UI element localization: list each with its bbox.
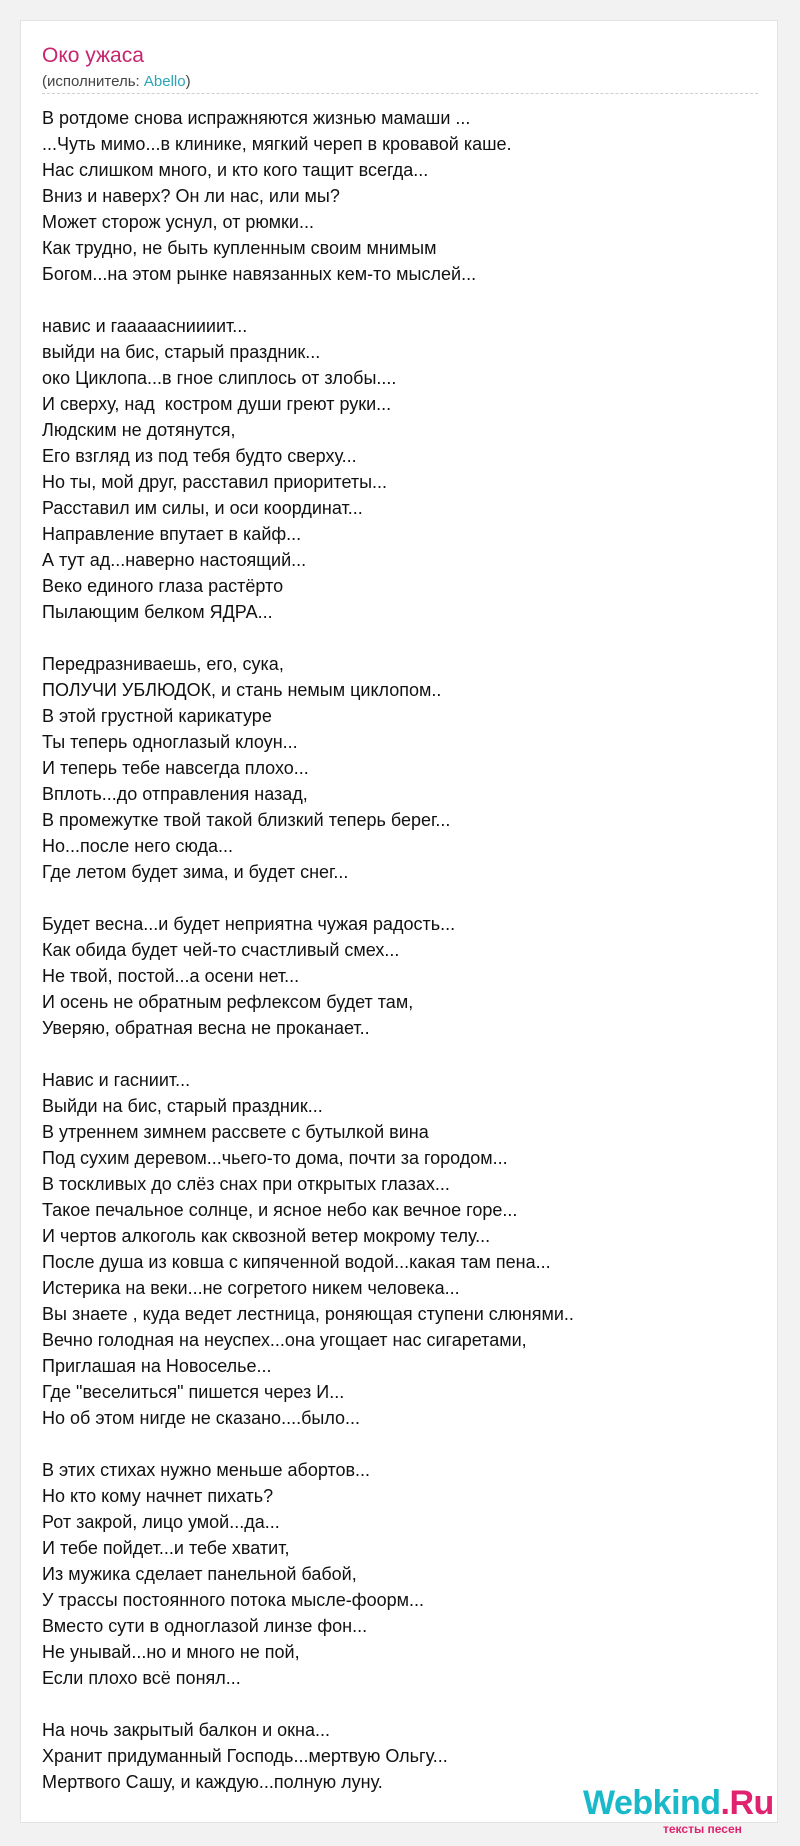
lyric-line: Пылающим белком ЯДРА... xyxy=(42,602,273,622)
lyrics-card xyxy=(20,20,778,1836)
stanza-break xyxy=(42,287,757,313)
lyric-line: Направление впутает в кайф... xyxy=(42,524,302,544)
lyric-line: навис и гааааасниииит... xyxy=(42,316,248,336)
lyric-line: Где "веселиться" пишется через И... xyxy=(42,1382,345,1402)
lyric-line: Не твой, постой...а осени нет... xyxy=(42,966,300,986)
webkind-logo[interactable] xyxy=(583,1783,795,1843)
lyric-line: Вниз и наверх? Он ли нас, или мы? xyxy=(42,186,340,206)
lyric-line: Навис и гасниит... xyxy=(42,1070,191,1090)
lyric-line: Как обида будет чей-то счастливый смех... xyxy=(42,940,400,960)
lyric-line: Где летом будет зима, и будет снег... xyxy=(42,862,349,882)
lyric-line: У трассы постоянного потока мысле-фоорм... xyxy=(42,1590,425,1610)
lyric-line: Но ты, мой друг, расставил приоритеты... xyxy=(42,472,388,492)
lyric-line: В утреннем зимнем рассвете с бутылкой вина xyxy=(42,1122,429,1142)
lyric-line: В промежутке твой такой близкий теперь берег... xyxy=(42,810,451,830)
lyric-line: Уверяю, обратная весна не проканает.. xyxy=(42,1018,370,1038)
lyric-line: Не унывай...но и много не пой, xyxy=(42,1642,300,1662)
lyric-line: Ты теперь одноглазый клоун... xyxy=(42,732,298,752)
lyric-line: Расставил им силы, и оси координат... xyxy=(42,498,363,518)
lyric-line: Хранит придуманный Господь...мертвую Ольгу... xyxy=(42,1746,448,1766)
artist-line xyxy=(42,73,191,91)
lyric-line: ПОЛУЧИ УБЛЮДОК, и стань немым циклопом.. xyxy=(42,680,442,700)
lyric-line: Передразниваешь, его, сука, xyxy=(42,654,284,674)
lyric-line: Нас слишком много, и кто кого тащит всегда... xyxy=(42,160,429,180)
lyric-line: Если плохо всё понял... xyxy=(42,1668,241,1688)
lyric-line: И сверху, над костром души греют руки... xyxy=(42,394,392,414)
lyric-line: И осень не обратным рефлексом будет там, xyxy=(42,992,414,1012)
lyric-line: Истерика на веки...не согретого никем человека... xyxy=(42,1278,460,1298)
lyric-line: Его взгляд из под тебя будто сверху... xyxy=(42,446,357,466)
lyric-line: Из мужика сделает панельной бабой, xyxy=(42,1564,357,1584)
stanza-break xyxy=(42,625,757,651)
lyric-line: Будет весна...и будет неприятна чужая радость... xyxy=(42,914,456,934)
lyric-line: Но об этом нигде не сказано....было... xyxy=(42,1408,361,1428)
lyric-line: Может сторож уснул, от рюмки... xyxy=(42,212,314,232)
song-title: Око ужаса xyxy=(42,44,144,67)
header-divider xyxy=(42,93,758,94)
lyric-line: Богом...на этом рынке навязанных кем-то мыслей... xyxy=(42,264,477,284)
stanza-break xyxy=(42,1041,757,1067)
stanza-break xyxy=(42,885,757,911)
lyric-line: Вечно голодная на неуспех...она угощает нас сигаретами, xyxy=(42,1330,527,1350)
lyric-line: Вместо сути в одноглазой линзе фон... xyxy=(42,1616,368,1636)
lyric-line: В ротдоме снова испражняются жизнью мамаши ... xyxy=(42,108,471,128)
artist-link[interactable]: Abello xyxy=(143,73,186,90)
lyric-line: А тут ад...наверно настоящий... xyxy=(42,550,307,570)
lyric-line: И теперь тебе навсегда плохо... xyxy=(42,758,309,778)
lyric-line: Под сухим деревом...чьего-то дома, почти за городом... xyxy=(42,1148,508,1168)
lyric-line: В тоскливых до слёз снах при открытых глазах... xyxy=(42,1174,450,1194)
lyric-line: Людским не дотянутся, xyxy=(42,420,236,440)
lyric-line: ...Чуть мимо...в клинике, мягкий череп в кровавой каше. xyxy=(42,134,512,154)
lyric-line: Вплоть...до отправления назад, xyxy=(42,784,308,804)
lyric-line: И тебе пойдет...и тебе хватит, xyxy=(42,1538,290,1558)
stanza-break xyxy=(42,1431,757,1457)
logo-tld: .Ru xyxy=(720,1784,774,1822)
lyric-line: Как трудно, не быть купленным своим мнимым xyxy=(42,238,437,258)
lyric-line: выйди на бис, старый праздник... xyxy=(42,342,321,362)
lyric-line: На ночь закрытый балкон и окна... xyxy=(42,1720,330,1740)
lyric-line: И чертов алкоголь как сквозной ветер мокрому телу... xyxy=(42,1226,491,1246)
artist-suffix: ) xyxy=(185,73,191,90)
lyric-line: В этих стихах нужно меньше абортов... xyxy=(42,1460,371,1480)
lyric-line: Выйди на бис, старый праздник... xyxy=(42,1096,323,1116)
logo-tagline: тексты песен xyxy=(663,1822,742,1836)
lyric-line: Вы знаете , куда ведет лестница, роняющая ступени слюнями.. xyxy=(42,1304,574,1324)
lyrics-text xyxy=(42,105,757,1795)
stanza-break xyxy=(42,1691,757,1717)
lyric-line: Веко единого глаза растёрто xyxy=(42,576,284,596)
artist-prefix: (исполнитель: xyxy=(42,73,144,90)
lyric-line: око Циклопа...в гное слиплось от злобы.... xyxy=(42,368,397,388)
logo-name: Webkind xyxy=(583,1784,721,1822)
logo-wordmark xyxy=(583,1783,774,1823)
lyric-line: В этой грустной карикатуре xyxy=(42,706,272,726)
lyric-line: После душа из ковша с кипяченной водой...какая там пена... xyxy=(42,1252,551,1272)
lyric-line: Но...после него сюда... xyxy=(42,836,234,856)
lyric-line: Но кто кому начнет пихать? xyxy=(42,1486,274,1506)
lyric-line: Такое печальное солнце, и ясное небо как вечное горе... xyxy=(42,1200,518,1220)
lyric-line: Рот закрой, лицо умой...да... xyxy=(42,1512,280,1532)
lyric-line: Мертвого Сашу, и каждую...полную луну. xyxy=(42,1772,383,1792)
lyric-line: Приглашая на Новоселье... xyxy=(42,1356,272,1376)
